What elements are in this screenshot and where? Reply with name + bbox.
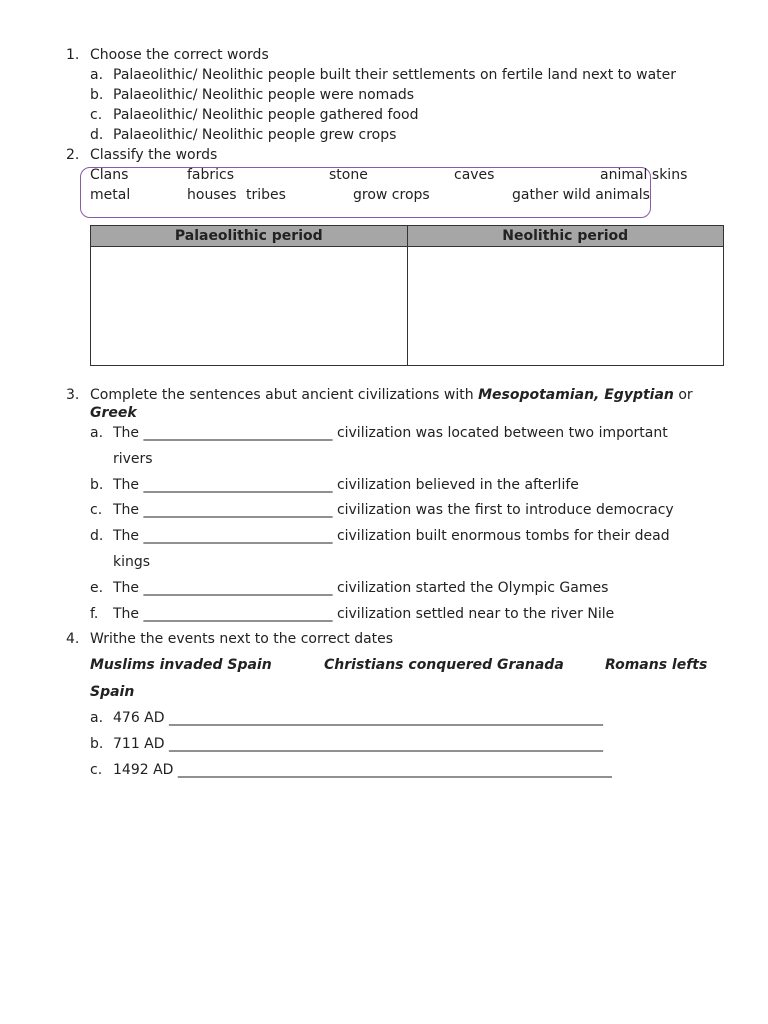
q1-number: 1.	[66, 47, 80, 63]
q4-title: Writhe the events next to the correct dates	[90, 631, 394, 647]
header-palaeolithic: Palaeolithic period	[91, 226, 408, 247]
q3-title-prefix: Complete the sentences abut ancient civilizations with	[90, 387, 479, 403]
q3-f-letter: f.	[90, 606, 99, 622]
word-houses: houses	[187, 187, 237, 203]
q4-number: 4.	[66, 631, 80, 647]
word-animal-skins: animal skins	[600, 167, 688, 183]
classification-table	[90, 225, 724, 366]
word-fabrics: fabrics	[187, 167, 235, 183]
q4-a-letter: a.	[90, 710, 104, 726]
cell-palaeolithic[interactable]	[91, 247, 408, 366]
word-tribes: tribes	[246, 187, 286, 203]
q4-c-text: 1492 AD ______________________________________________________________	[113, 762, 612, 778]
event-romans-left: Romans lefts	[605, 657, 708, 673]
word-metal: metal	[90, 187, 131, 203]
q1-title: Choose the correct words	[90, 47, 269, 63]
word-stone: stone	[329, 167, 368, 183]
q1-d-letter: d.	[90, 127, 104, 143]
q3-title	[90, 387, 693, 403]
q4-b-letter: b.	[90, 736, 104, 752]
event-romans-left-cont: Spain	[90, 684, 135, 700]
q3-e-text: The ___________________________ civilization started the Olympic Games	[113, 580, 609, 596]
q2-title: Classify the words	[90, 147, 218, 163]
q3-b-letter: b.	[90, 477, 104, 493]
q1-c-text: Palaeolithic/ Neolithic people gathered food	[113, 107, 419, 123]
q3-b-text: The ___________________________ civilization believed in the afterlife	[113, 477, 579, 493]
q3-options: Mesopotamian, Egyptian	[478, 387, 674, 403]
q3-a-text: The ___________________________ civilization was located between two important	[113, 425, 668, 441]
q3-c-text: The ___________________________ civilization was the first to introduce democracy	[113, 502, 674, 518]
q3-last-option: Greek	[90, 405, 137, 421]
q3-e-letter: e.	[90, 580, 104, 596]
q1-d-text: Palaeolithic/ Neolithic people grew crops	[113, 127, 397, 143]
q4-c-letter: c.	[90, 762, 103, 778]
word-clans: Clans	[90, 167, 129, 183]
q3-d-text: The ___________________________ civilization built enormous tombs for their dead	[113, 528, 670, 544]
q3-a-continuation: rivers	[113, 451, 153, 467]
event-christians-conquered: Christians conquered Granada	[324, 657, 564, 673]
header-neolithic: Neolithic period	[407, 226, 724, 247]
q3-or: or	[673, 387, 693, 403]
q2-number: 2.	[66, 147, 80, 163]
q3-a-letter: a.	[90, 425, 104, 441]
q3-d-continuation: kings	[113, 554, 151, 570]
q3-f-text: The ___________________________ civilization settled near to the river Nile	[113, 606, 615, 622]
q4-a-text: 476 AD ______________________________________________________________	[113, 710, 603, 726]
q4-b-text: 711 AD ______________________________________________________________	[113, 736, 603, 752]
event-muslims-invaded: Muslims invaded Spain	[90, 657, 272, 673]
q1-c-letter: c.	[90, 107, 103, 123]
cell-neolithic[interactable]	[407, 247, 724, 366]
word-grow-crops: grow crops	[353, 187, 430, 203]
q3-number: 3.	[66, 387, 80, 403]
word-caves: caves	[454, 167, 495, 183]
q3-d-letter: d.	[90, 528, 104, 544]
q1-a-letter: a.	[90, 67, 104, 83]
q1-b-text: Palaeolithic/ Neolithic people were nomads	[113, 87, 415, 103]
word-gather-wild-animals: gather wild animals	[512, 187, 650, 203]
q1-a-text: Palaeolithic/ Neolithic people built their settlements on fertile land next to water	[113, 67, 677, 83]
q3-c-letter: c.	[90, 502, 103, 518]
q1-b-letter: b.	[90, 87, 104, 103]
